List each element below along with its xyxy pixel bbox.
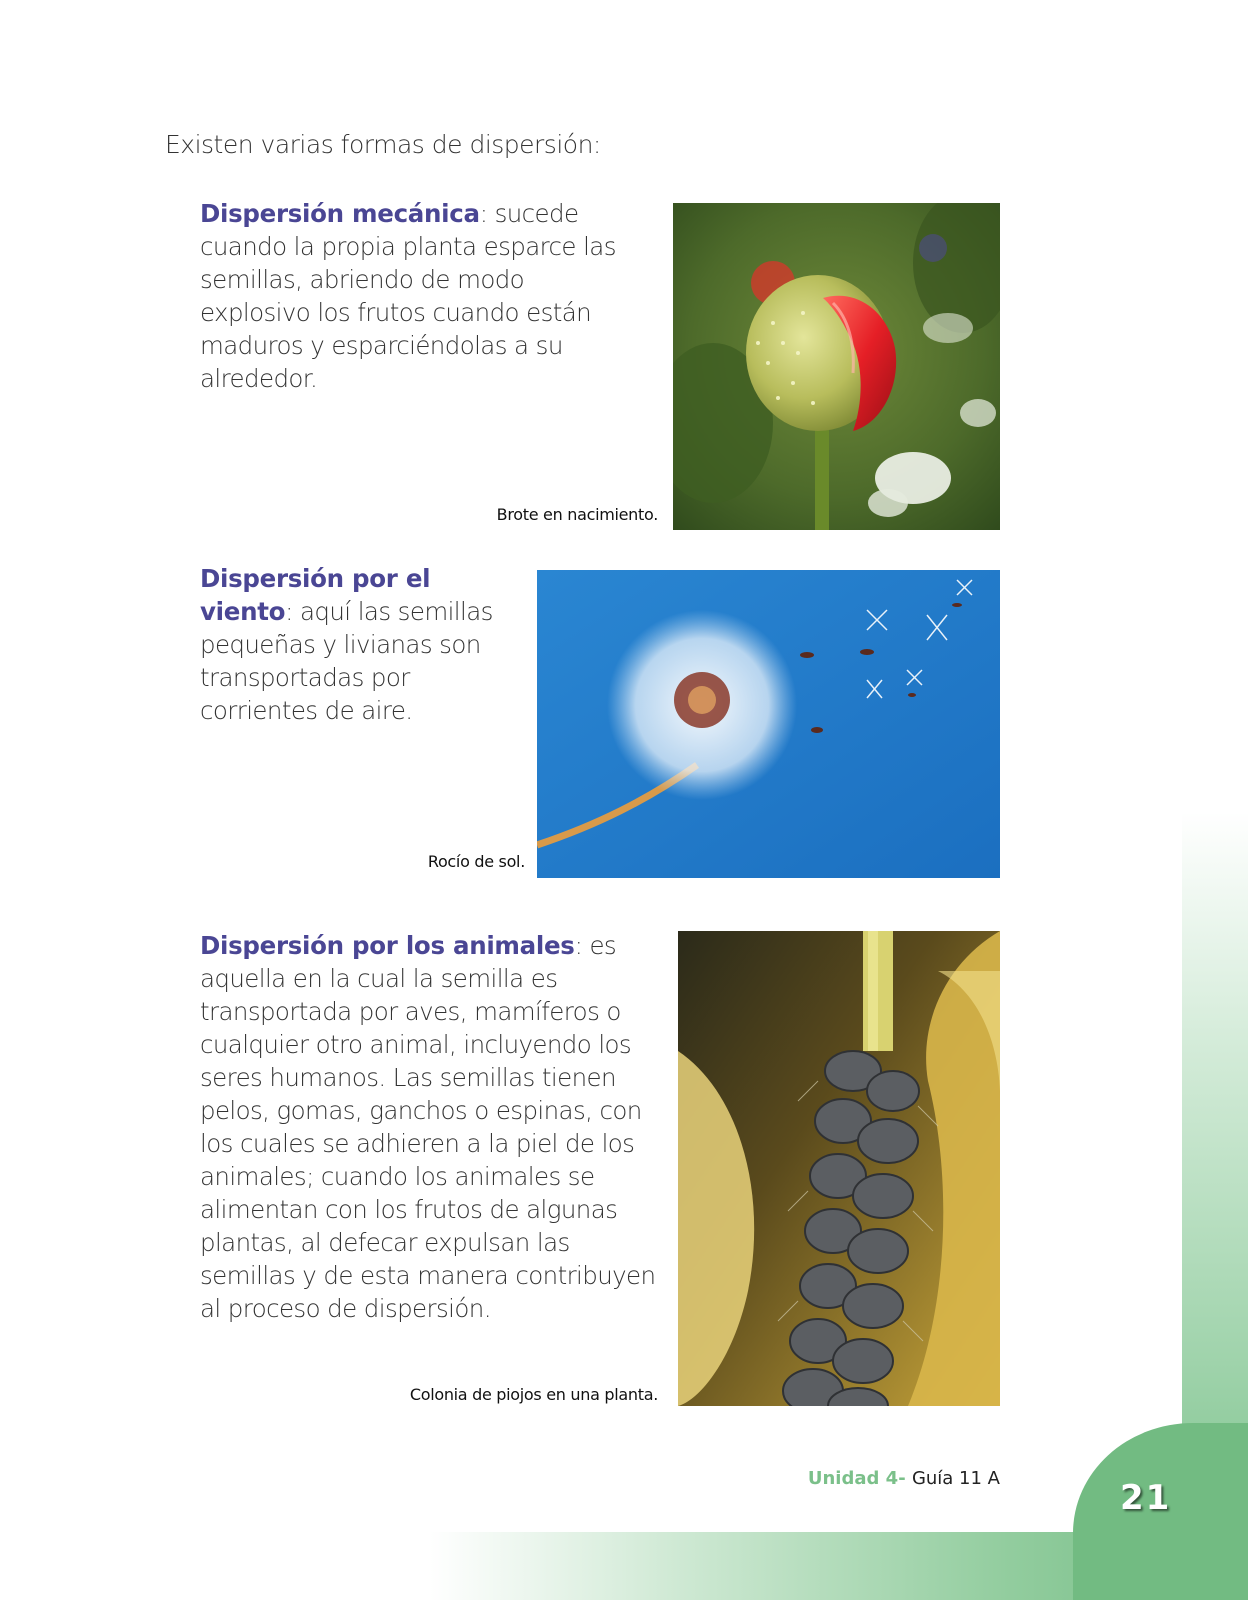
section-body: sucede cuando la propia planta esparce las semillas, abriendo de modo explosivo los frutos cuando están maduros y esparciéndolas a su alrededor.: [200, 199, 616, 393]
dandelion-photo: [537, 570, 1000, 878]
photo-caption: Colonia de piojos en una planta.: [409, 1385, 658, 1404]
section-heading: Dispersión por los animales: [200, 931, 575, 960]
intro-text: Existen varias formas de dispersión:: [165, 130, 601, 159]
section-colon: :: [285, 597, 293, 626]
footer-guide: Guía 11 A: [911, 1468, 1000, 1489]
section-colon: :: [479, 199, 488, 228]
section-heading: Dispersión por el viento: [200, 564, 431, 626]
section-animals: [200, 929, 670, 1325]
section-body: es aquella en la cual la semilla es transportada por aves, mamíferos o cualquier otro animal, incluyendo los seres humanos. Las semillas tienen pelos, gomas, ganchos o espinas, con los cuales se adhieren a la piel de los animales; cuando los animales se alimentan con los frutos de algunas plantas, al defecar expulsan las semillas y de esta manera contribuyen al proceso de dispersión.: [200, 931, 656, 1323]
photo-caption: Rocío de sol.: [427, 852, 525, 871]
poppy-bud-photo: [673, 203, 1000, 530]
page-number: 21: [1120, 1478, 1172, 1518]
footer-separator: -: [898, 1468, 912, 1489]
photo-caption: Brote en nacimiento.: [496, 505, 658, 524]
aphid-colony-photo: [678, 931, 1000, 1406]
section-colon: :: [574, 931, 583, 960]
page-footer: [760, 1468, 1000, 1489]
section-wind: [200, 562, 530, 727]
section-heading: Dispersión mecánica: [200, 199, 480, 228]
section-mechanical: [200, 197, 640, 395]
section-body: aquí las semillas pequeñas y livianas son transportadas por corrientes de aire.: [200, 597, 493, 725]
footer-unit: Unidad 4: [807, 1468, 899, 1489]
